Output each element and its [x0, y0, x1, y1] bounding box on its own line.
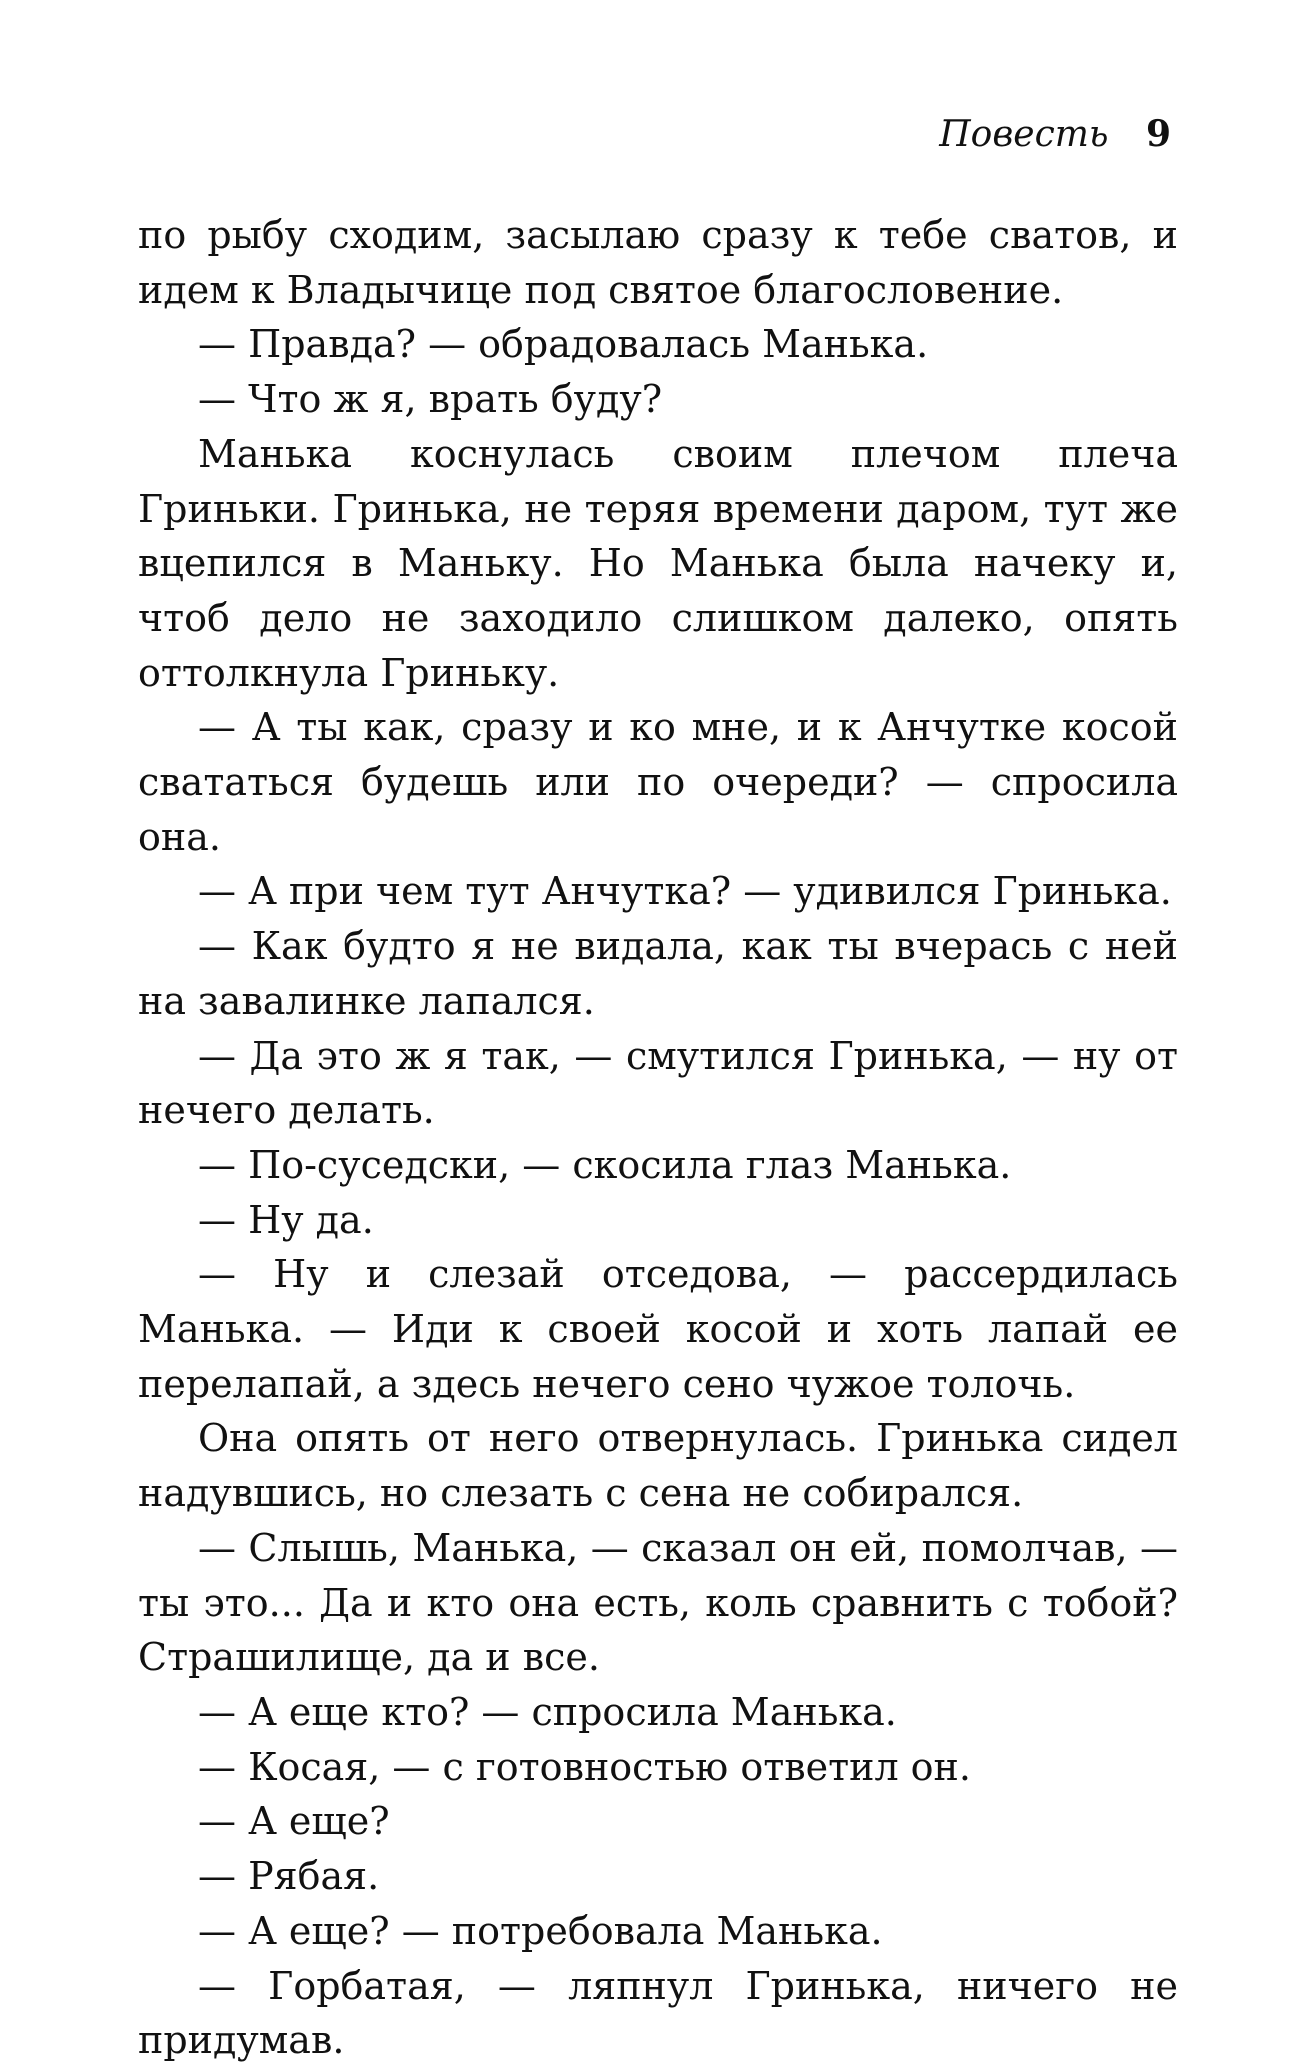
paragraph: — Косая, — с готовностью ответил он.: [198, 1744, 971, 1789]
paragraph: по рыбу сходим, засылаю сразу к тебе сватов, и идем к Владычице под святое благословение.: [138, 213, 1178, 312]
paragraph: Манька коснулась своим плечом плеча Гриньки. Гринька, не теряя времени даром, тут же вцепился в Маньку. Но Манька была начеку и, чтоб дело не заходило слишком далеко, опять оттолкнула Гриньку.: [138, 431, 1178, 695]
paragraph: — Что ж я, врать буду?: [198, 377, 663, 422]
paragraph: — Рябая.: [198, 1854, 380, 1899]
paragraph: — А при чем тут Анчутка? — удивился Гринька.: [198, 869, 1172, 914]
paragraph: — Ну и слезай отседова, — рассердилась Манька. — Иди к своей косой и хоть лапай ее перелапай, а здесь нечего сено чужое толочь.: [138, 1252, 1178, 1406]
paragraph: — А еще? — потребовала Манька.: [198, 1908, 883, 1953]
paragraph: Она опять от него отвернулась. Гринька сидел надувшись, но слезать с сена не собирался.: [138, 1416, 1178, 1516]
paragraph: — Горбатая, — ляпнул Гринька, ничего не придумав.: [138, 1963, 1178, 2063]
paragraph: — Правда? — обрадовалась Манька.: [198, 322, 929, 367]
paragraph: — Слышь, Манька, — сказал он ей, помолчав, — ты это... Да и кто она есть, коль сравнить с тобой? Страшилище, да и все.: [138, 1525, 1178, 1680]
running-head: [939, 112, 1171, 157]
paragraph: — Как будто я не видала, как ты вчерась с ней на завалинке лапался.: [138, 924, 1178, 1023]
text-body: [138, 208, 1178, 2068]
running-title: Повесть: [939, 114, 1109, 155]
paragraph: — А еще кто? — спросила Манька.: [198, 1689, 897, 1734]
paragraph: — А ты как, сразу и ко мне, и к Анчутке косой свататься будешь или по очереди? — спросила она.: [138, 705, 1178, 859]
page-number: 9: [1145, 113, 1171, 155]
paragraph: — А еще?: [198, 1799, 390, 1844]
paragraph: — Да это ж я так, — смутился Гринька, — ну от нечего делать.: [138, 1033, 1178, 1133]
paragraph: — Ну да.: [198, 1197, 374, 1242]
paragraph: — По-суседски, — скосила глаз Манька.: [198, 1142, 1012, 1187]
